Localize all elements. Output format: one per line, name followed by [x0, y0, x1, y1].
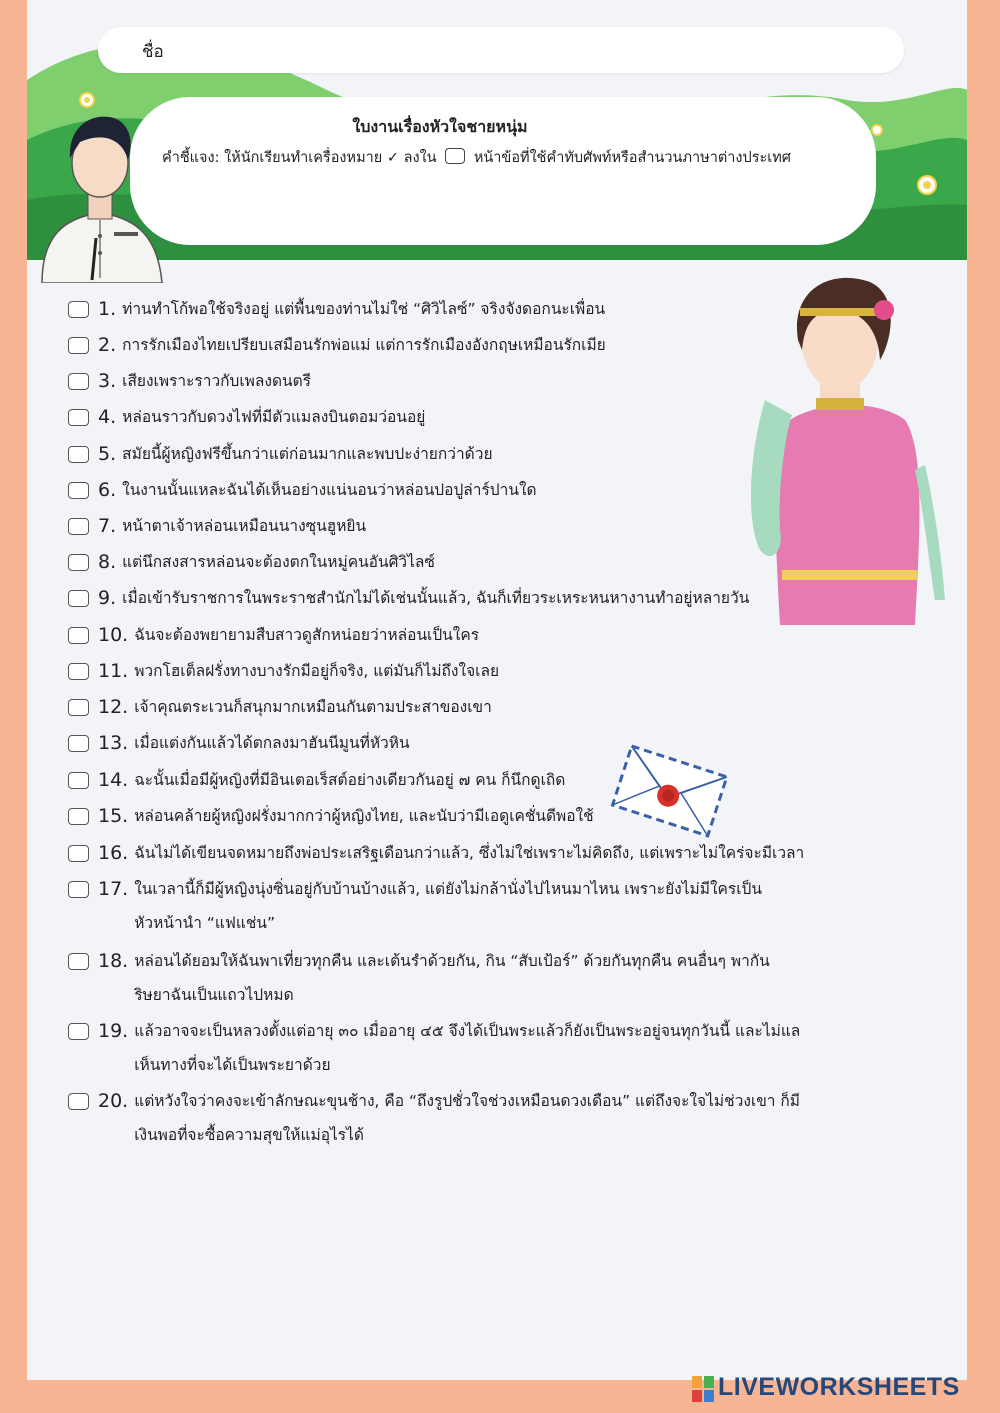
question-number: 19.: [98, 1020, 129, 1042]
question-number: 12.: [98, 696, 129, 718]
question-item: [68, 334, 606, 356]
question-item: [68, 370, 311, 392]
question-text-block: [122, 298, 605, 320]
question-number: 3.: [98, 370, 117, 392]
question-text: เสียงเพราะราวกับเพลงดนตรี: [122, 372, 312, 390]
question-text-block: [122, 587, 749, 609]
question-text: พวกโฮเต็ลฝรั่งทางบางรักมีอยู่ก็จริง, แต่มันก็ไม่ถึงใจเลย: [134, 662, 500, 680]
question-item: [68, 515, 366, 537]
question-number: 14.: [98, 769, 129, 791]
question-text-block: [122, 515, 366, 537]
question-text-block: [122, 479, 536, 501]
question-number: 6.: [98, 479, 117, 501]
question-number: 16.: [98, 842, 129, 864]
question-text-block: [134, 696, 492, 718]
question-text: เจ้าคุณตระเวนก็สนุกมากเหมือนกันตามประสาของเขา: [134, 698, 492, 716]
question-item: [68, 660, 499, 682]
question-text-block: [134, 1020, 800, 1076]
question-item: [68, 878, 762, 934]
question-text: สมัยนี้ผู้หญิงฟรีขึ้นกว่าแต่ก่อนมากและพบปะง่ายกว่าด้วย: [122, 445, 493, 463]
name-field[interactable]: [98, 27, 904, 73]
instruction-text: [162, 146, 791, 169]
question-text: ในงานนั้นแหละฉันได้เห็นอย่างแน่นอนว่าหล่อนปอปูล่าร์ปานใด: [122, 481, 537, 499]
checkbox-example-icon: [445, 148, 465, 164]
question-text-block: [134, 878, 762, 934]
question-number: 10.: [98, 624, 129, 646]
question-text-block: [134, 660, 499, 682]
liveworksheets-logo-icon: [692, 1376, 714, 1402]
question-item: [68, 443, 493, 465]
question-item: [68, 732, 410, 754]
question-text-block: [134, 1090, 800, 1146]
answer-checkbox[interactable]: [68, 518, 89, 535]
brand-wordmark: LIVEWORKSHEETS: [718, 1373, 960, 1401]
question-text: การรักเมืองไทยเปรียบเสมือนรักพ่อแม่ แต่การรักเมืองอังกฤษเหมือนรักเมีย: [122, 336, 606, 354]
question-text-block: [134, 950, 770, 1006]
question-text: ฉะนั้นเมื่อมีผู้หญิงที่มีอินเตอเร็สต์อย่างเดียวกันอยู่ ๗ คน ก็นึกดูเถิด: [134, 771, 566, 789]
answer-checkbox[interactable]: [68, 301, 89, 318]
answer-checkbox[interactable]: [68, 627, 89, 644]
envelope-illustration: [610, 740, 730, 840]
question-text-block: [134, 769, 565, 791]
question-number: 13.: [98, 732, 129, 754]
answer-checkbox[interactable]: [68, 446, 89, 463]
question-number: 11.: [98, 660, 129, 682]
question-number: 18.: [98, 950, 129, 972]
question-text-block: [134, 842, 804, 864]
question-text-continued: เห็นทางที่จะได้เป็นพระยาด้วย: [134, 1056, 331, 1074]
answer-checkbox[interactable]: [68, 881, 89, 898]
worksheet-title: ใบงานเรื่องหัวใจชายหนุ่ม: [352, 117, 528, 136]
question-number: 9.: [98, 587, 117, 609]
question-text-block: [134, 624, 479, 646]
answer-checkbox[interactable]: [68, 735, 89, 752]
question-number: 7.: [98, 515, 117, 537]
answer-checkbox[interactable]: [68, 590, 89, 607]
question-number: 5.: [98, 443, 117, 465]
woman-character-illustration: [720, 270, 950, 625]
name-label: ชื่อ: [142, 42, 164, 62]
answer-checkbox[interactable]: [68, 808, 89, 825]
question-item: [68, 1020, 800, 1076]
title-panel: [130, 97, 876, 245]
question-text: เมื่อเข้ารับราชการในพระราชสำนักไม่ได้เช่นนั้นแล้ว, ฉันก็เที่ยวระเหระหนหางานทำอยู่หลายวัน: [122, 589, 750, 607]
question-item: [68, 298, 605, 320]
question-text: ฉันจะต้องพยายามสืบสาวดูสักหน่อยว่าหล่อนเป็นใคร: [134, 626, 480, 644]
answer-checkbox[interactable]: [68, 772, 89, 789]
question-text: เมื่อแต่งกันแล้วได้ตกลงมาฮันนีมูนที่หัวหิน: [134, 734, 410, 752]
question-text-block: [134, 732, 409, 754]
question-text: แต่นึกสงสารหล่อนจะต้องตกในหมู่คนอันศิวิไลซ์: [122, 553, 435, 571]
answer-checkbox[interactable]: [68, 845, 89, 862]
question-item: [68, 624, 479, 646]
question-text-block: [122, 406, 425, 428]
question-item: [68, 842, 804, 864]
question-text-block: [122, 370, 311, 392]
question-text: ท่านทำโก้พอใช้จริงอยู่ แต่พื้นของท่านไม่ใช่ “ศิวิไลซ์” จริงจังดอกนะเพื่อน: [122, 300, 606, 318]
question-item: [68, 696, 492, 718]
question-text: หล่อนคล้ายผู้หญิงฝรั่งมากกว่าผู้หญิงไทย, และนับว่ามีเอดูเคชั่นดีพอใช้: [134, 807, 594, 825]
question-text: หล่อนราวกับดวงไฟที่มีตัวแมลงบินตอมว่อนอยู่: [122, 408, 426, 426]
answer-checkbox[interactable]: [68, 1093, 89, 1110]
question-text-continued: หัวหน้านำ “แฟแช่น”: [134, 914, 276, 932]
question-text: หล่อนได้ยอมให้ฉันพาเที่ยวทุกคืน และเต้นรำด้วยกัน, กิน “สับเป้อร์” ด้วยกันทุกคืน คนอื่นๆ พากัน: [134, 952, 770, 970]
question-number: 15.: [98, 805, 129, 827]
question-item: [68, 1090, 800, 1146]
question-text-continued: ริษยาฉันเป็นแถวไปหมด: [134, 986, 294, 1004]
question-item: [68, 950, 770, 1006]
question-text-block: [122, 443, 492, 465]
instruction-part2: หน้าข้อที่ใช้คำทับศัพท์หรือสำนวนภาษาต่างประเทศ: [473, 150, 791, 166]
worksheet-page: [27, 0, 967, 1380]
answer-checkbox[interactable]: [68, 337, 89, 354]
question-number: 1.: [98, 298, 117, 320]
question-text-block: [122, 334, 606, 356]
question-item: [68, 479, 537, 501]
question-text-continued: เงินพอที่จะซื้อความสุขให้แม่อุไรได้: [134, 1126, 364, 1144]
question-text: แล้วอาจจะเป็นหลวงตั้งแต่อายุ ๓๐ เมื่ออายุ ๔๕ จึงได้เป็นพระแล้วก็ยังเป็นพระอยู่จนทุกวันนี้ และไม่แล: [134, 1022, 801, 1040]
answer-checkbox[interactable]: [68, 482, 89, 499]
answer-checkbox[interactable]: [68, 373, 89, 390]
question-number: 8.: [98, 551, 117, 573]
question-number: 17.: [98, 878, 129, 900]
question-item: [68, 587, 749, 609]
question-text: แต่หวังใจว่าคงจะเข้าลักษณะขุนช้าง, คือ “ถึงรูปชั่วใจช่วงเหมือนดวงเดือน” แต่ถึงจะใจไม่ช่วงเขา ก็มี: [134, 1092, 801, 1110]
question-text-block: [122, 551, 435, 573]
question-item: [68, 406, 425, 428]
answer-checkbox[interactable]: [68, 554, 89, 571]
question-text-block: [134, 805, 593, 827]
question-number: 4.: [98, 406, 117, 428]
question-item: [68, 769, 565, 791]
answer-checkbox[interactable]: [68, 699, 89, 716]
instruction-part1: คำชี้แจง: ให้นักเรียนทำเครื่องหมาย ✓ ลงใน: [162, 150, 437, 166]
man-character-illustration: [27, 108, 177, 283]
question-number: 20.: [98, 1090, 129, 1112]
answer-checkbox[interactable]: [68, 409, 89, 426]
question-text: ในเวลานี้ก็มีผู้หญิงนุ่งซิ่นอยู่กับบ้านบ้างแล้ว, แต่ยังไม่กล้านั่งไปไหนมาไหน เพราะยังไม่มีใครเป็น: [134, 880, 762, 898]
question-text: หน้าตาเจ้าหล่อนเหมือนนางซุนฮูหยิน: [122, 517, 367, 535]
answer-checkbox[interactable]: [68, 663, 89, 680]
question-item: [68, 805, 594, 827]
answer-checkbox[interactable]: [68, 953, 89, 970]
question-number: 2.: [98, 334, 117, 356]
answer-checkbox[interactable]: [68, 1023, 89, 1040]
question-text: ฉันไม่ได้เขียนจดหมายถึงพ่อประเสริฐเดือนกว่าแล้ว, ซึ่งไม่ใช่เพราะไม่คิดถึง, แต่เพราะไม่ใคร่จะมีเวลา: [134, 844, 805, 862]
question-item: [68, 551, 435, 573]
